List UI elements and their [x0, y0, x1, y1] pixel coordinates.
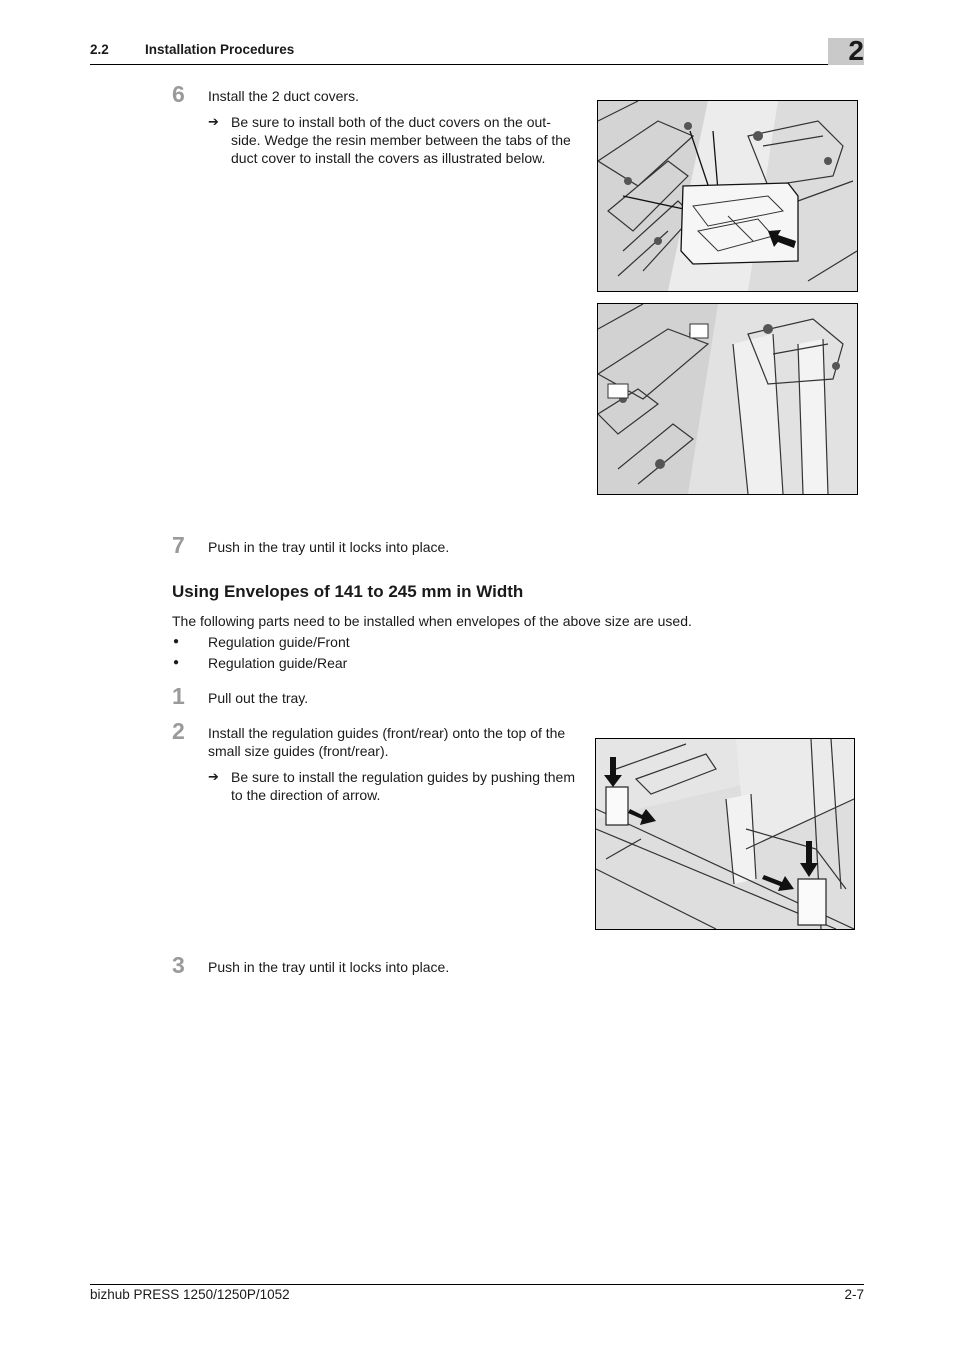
step-3-number: 3: [172, 952, 185, 978]
step-1-number: 1: [172, 683, 185, 709]
step-2-number: 2: [172, 718, 185, 744]
bullet-item: Regulation guide/Front: [208, 634, 350, 650]
step-6-note-line: Be sure to install both of the duct covers on the out-: [231, 114, 551, 130]
step-1-text: Pull out the tray.: [208, 690, 309, 706]
step-6-arrow-icon: ➔: [208, 114, 219, 129]
footer-model: bizhub PRESS 1250/1250P/1052: [90, 1287, 290, 1302]
header-rule: [90, 64, 864, 65]
step-6-text: Install the 2 duct covers.: [208, 88, 359, 104]
step-2-text-line: Install the regulation guides (front/rear) onto the top of the: [208, 725, 566, 741]
footer-page-number: 2-7: [844, 1287, 864, 1302]
section-title: Installation Procedures: [145, 42, 295, 57]
step-2-note-line: to the direction of arrow.: [231, 787, 381, 803]
section-heading: Using Envelopes of 141 to 245 mm in Width: [172, 582, 524, 601]
bullet-icon: ●: [173, 636, 180, 647]
footer-rule: [90, 1284, 864, 1285]
duct-cover-illustration-callout: [597, 100, 858, 292]
step-6-note: [231, 113, 581, 167]
step-2-text: [208, 724, 583, 760]
step-6-note-line: side. Wedge the resin member between the tabs of the: [231, 132, 571, 148]
step-2-text-line: small size guides (front/rear).: [208, 743, 389, 759]
bullet-icon: ●: [173, 657, 180, 668]
chapter-number: 2: [848, 35, 864, 66]
step-2-note: [231, 768, 581, 804]
step-2-arrow-icon: ➔: [208, 769, 219, 784]
section-number: 2.2: [90, 42, 109, 57]
section-intro: The following parts need to be installed when envelopes of the above size are used.: [172, 613, 692, 629]
regulation-guide-illustration: [595, 738, 855, 930]
step-6-note-line: duct cover to install the covers as illustrated below.: [231, 150, 546, 166]
step-7-number: 7: [172, 532, 185, 558]
step-7-text: Push in the tray until it locks into place.: [208, 539, 450, 555]
step-6-number: 6: [172, 81, 185, 107]
step-3-text: Push in the tray until it locks into place.: [208, 959, 450, 975]
duct-cover-illustration-installed: [597, 303, 858, 495]
bullet-item: Regulation guide/Rear: [208, 655, 348, 671]
step-2-note-line: Be sure to install the regulation guides by pushing them: [231, 769, 575, 785]
